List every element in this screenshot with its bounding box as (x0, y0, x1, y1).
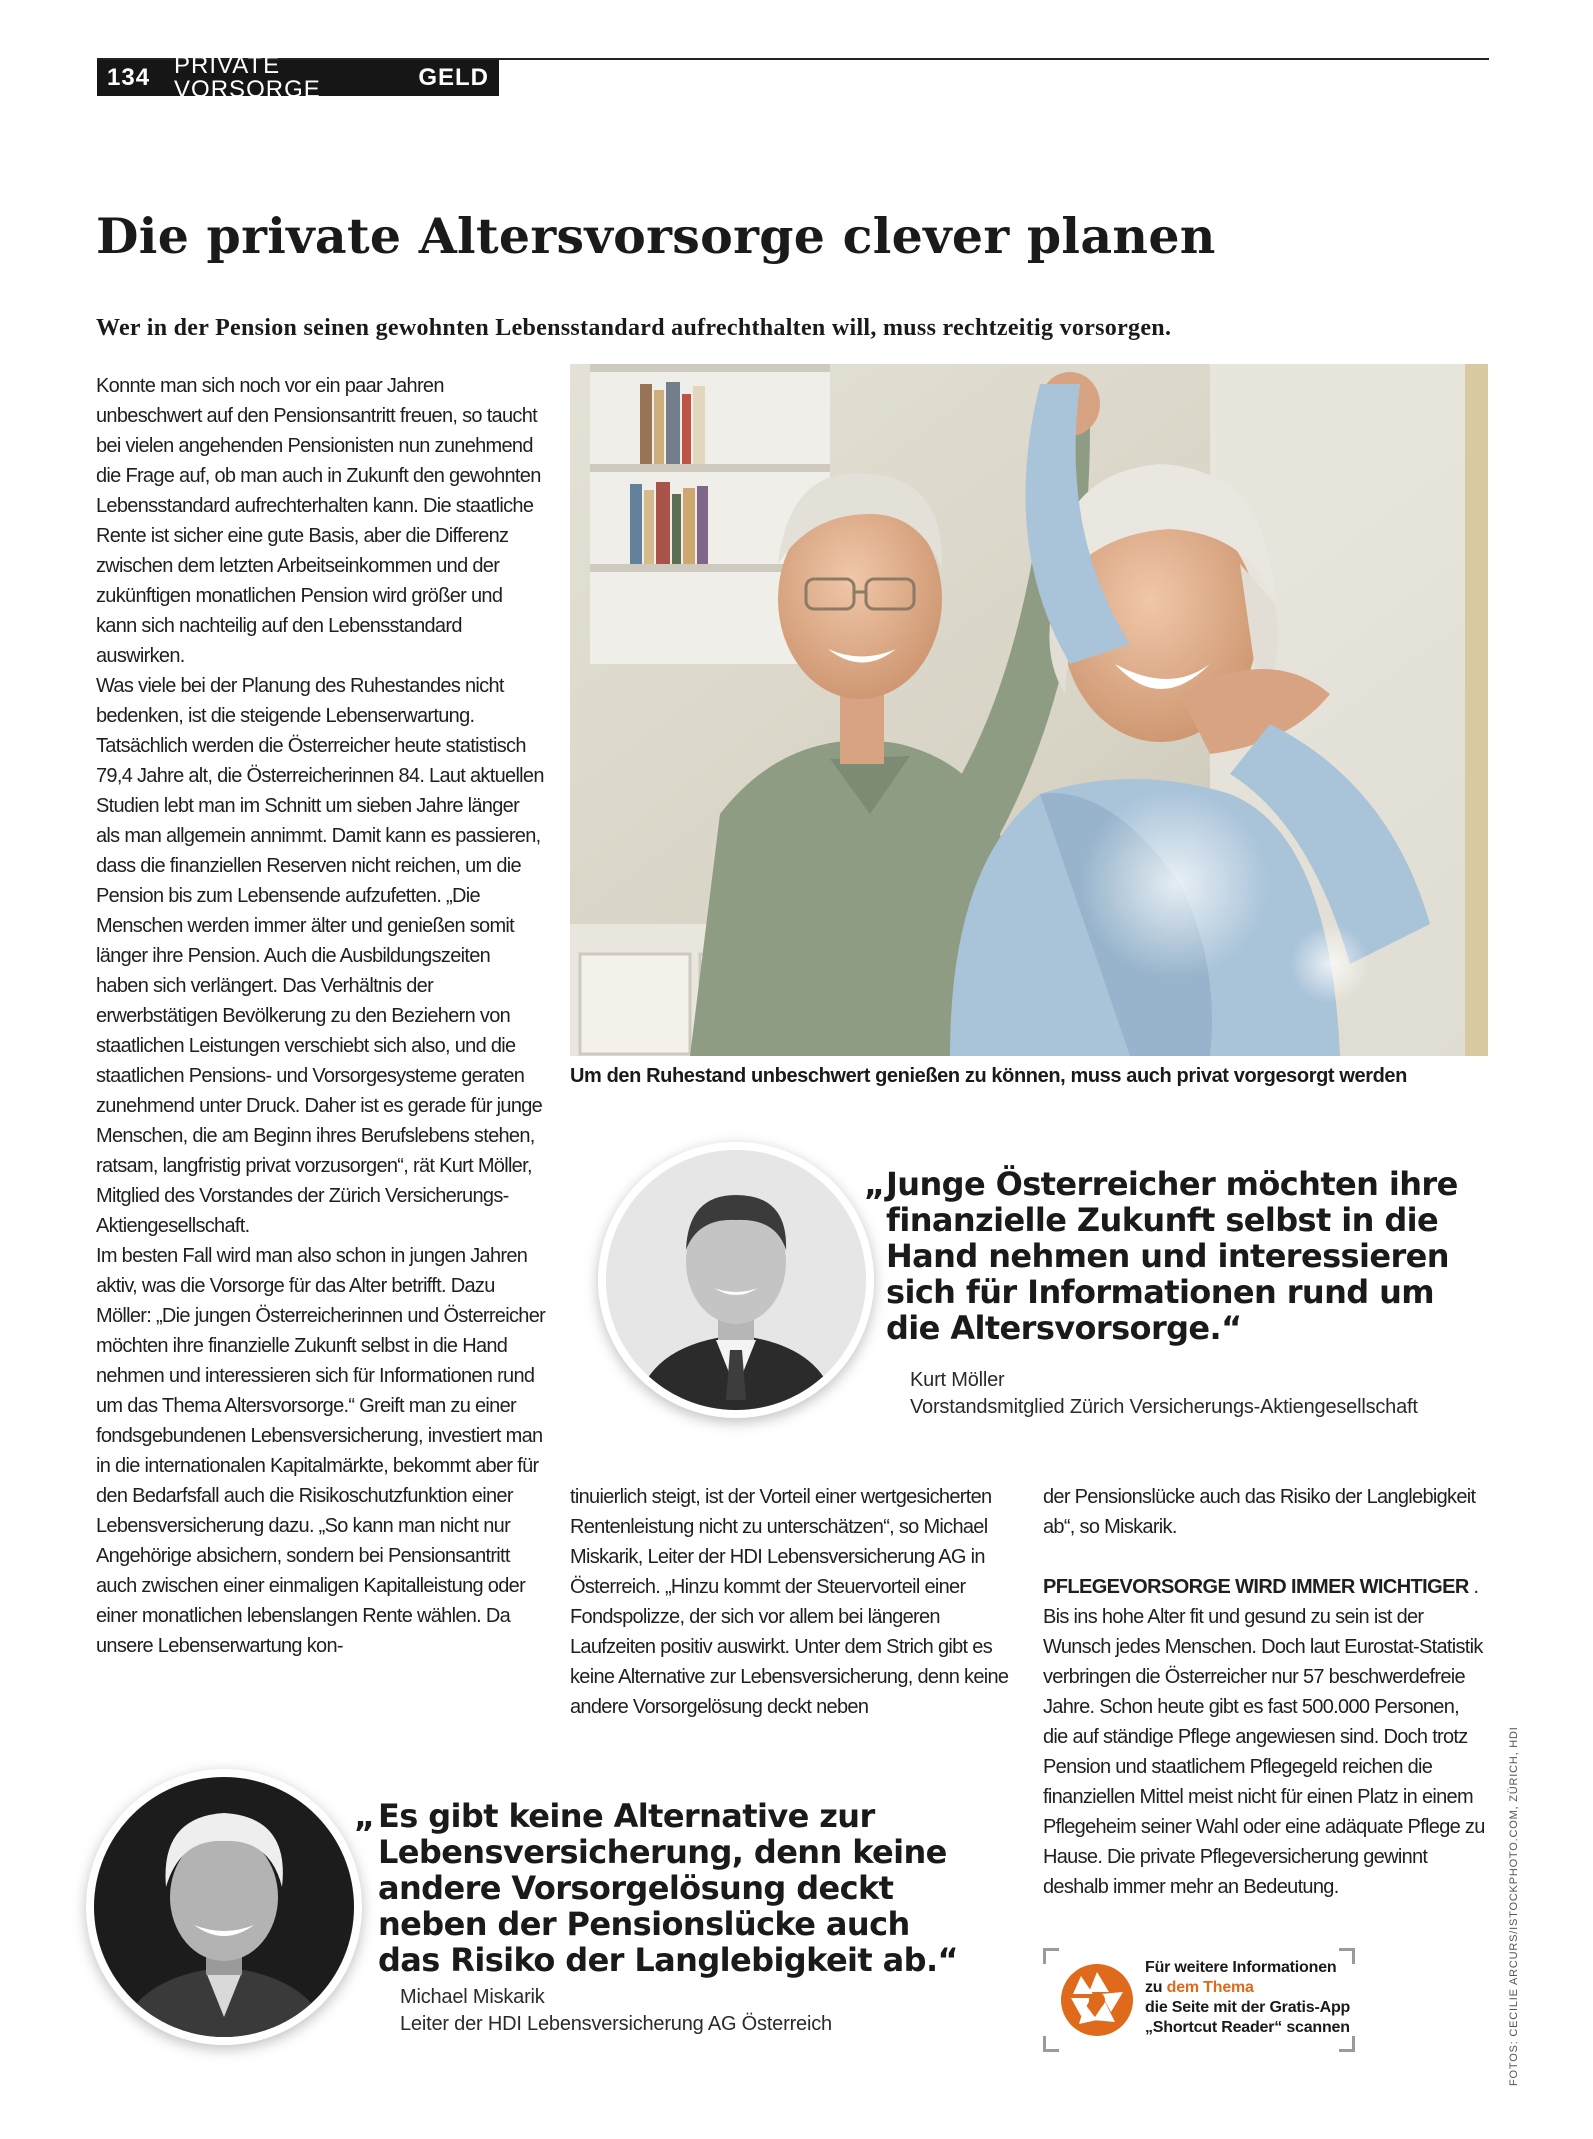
body-column-3 (1043, 1482, 1485, 1902)
body-paragraph: tinuierlich steigt, ist der Vorteil einer wertgesicherten Rentenleistung nicht zu unterschätzen“, so Michael Miskarik, Leiter der HDI Lebensversicherung AG in Österreich. „Hinzu kommt der Steuervorteil einer Fondspolizze, der sich vor allem bei längeren Laufzeiten positiv auswirkt. Unter dem Strich gibt es keine Alternative zur Lebensversicherung, denn keine andere Vorsorgelösung deckt neben (570, 1486, 1009, 1718)
photo-caption: Um den Ruhestand unbeschwert genießen zu können, muss auch privat vorgesorgt werden (570, 1065, 1407, 1087)
portrait-photo (606, 1150, 866, 1410)
body-paragraph: der Pensionslücke auch das Risiko der Langlebigkeit ab“, so Miskarik. (1043, 1486, 1476, 1538)
body-paragraph: Konnte man sich noch vor ein paar Jahren unbeschwert auf den Pensionsantritt freuen, so taucht bei vielen angehenden Pensionisten nun zunehmend die Frage auf, ob man auch in Zukunft den gewohnten Lebensstandard aufrechterhalten kann. Die staatliche Rente ist sicher eine gute Basis, aber die Differenz zwischen dem letzten Arbeitseinkommen und der zukünftigen monatlichen Pension wird größer und kann sich nachteilig auf den Lebensstandard auswirken. (96, 375, 541, 667)
main-photo (570, 364, 1488, 1056)
body-column-2 (570, 1482, 1016, 1722)
portrait-photo (94, 1777, 354, 2037)
quote-attribution-2 (400, 1984, 832, 2038)
body-paragraph: Bis ins hohe Alter fit und gesund zu sein ist der Wunsch jedes Menschen. Doch laut Eurostat-Statistik verbringen die Österreicher nur 57 beschwerdefreie Jahre. Schon heute gibt es fast 500.000 Personen, die auf ständige Pflege angewiesen sind. Doch trotz Pension und staatlichem Pflegegeld reichen die finanziellen Mittel meist nicht für einen Platz in einem Pflegeheim seiner Wahl oder eine adäquate Pflege zu Hause. Die private Pflegeversicherung gewinnt deshalb immer mehr an Bedeutung. (1043, 1606, 1485, 1898)
shortcut-accent: dem Thema (1166, 1979, 1254, 1996)
quote-open-mark: „ (864, 1165, 885, 1203)
shortcut-reader-box[interactable] (1043, 1948, 1355, 2052)
article-headline: Die private Altersvorsorge clever planen (96, 207, 1216, 265)
quote-open-mark: „ (354, 1797, 375, 1835)
shortcut-line (1145, 1978, 1350, 1998)
body-paragraph: Im besten Fall wird man also schon in jungen Jahren aktiv, was die Vorsorge für das Alter betrifft. Dazu Möller: „Die jungen Österreicherinnen und Österreicher möchten ihre finanzielle Zukunft selbst in die Hand nehmen und interessieren sich für Informationen rund um das Thema Altersvorsorge.“ Greift man zu einer fondsgebundenen Lebensversicherung, investiert man in die internationalen Kapitalmärkte, bekommt aber für den Bedarfsfall auch die Risikoschutzfunktion einer Lebensversicherung dazu. „So kann man nicht nur Angehörige absichern, sondern bei Pensionsantritt auch zwischen einer einmaligen Kapitalleistung oder einer monatlichen lebenslangen Rente wählen. Da unsere Lebenserwartung kon- (96, 1245, 546, 1657)
pull-quote-text: Es gibt keine Alternative zur Lebensversicherung, denn keine andere Vorsorgelösung deckt neben der Pensionslücke auch das Risiko der Langlebigkeit ab.“ (378, 1797, 958, 1979)
shortcut-prefix: zu (1145, 1979, 1167, 1996)
quote-author-name: Michael Miskarik (400, 1986, 545, 2008)
section-name: PRIVATE VORSORGE (174, 52, 321, 103)
subhead-suffix: . (1468, 1576, 1479, 1598)
body-paragraph: Was viele bei der Planung des Ruhestandes nicht bedenken, ist die steigende Lebenserwartung. Tatsächlich werden die Österreicher heute statistisch 79,4 Jahre alt, die Österreicherinnen 84. Laut aktuellen Studien lebt man im Schnitt um sieben Jahre länger als man allgemein annimmt. Damit kann es passieren, dass die finanziellen Reserven nicht reichen, um die Pension bis zum Lebensende aufzufetten. „Die Menschen werden immer älter und genießen somit länger ihre Pension. Auch die Ausbildungszeiten haben sich verlängert. Das Verhältnis der erwerbstätigen Bevölkerung zu den Beziehern von staatlichen Leistungen verschiebt sich also, und die staatlichen Pensions- und Vorsorgesysteme geraten zunehmend unter Druck. Daher ist es gerade für junge Menschen, die am Beginn ihres Berufslebens stehen, ratsam, langfristig privat vorzusorgen“, rät Kurt Möller, Mitglied des Vorstandes der Zürich Versicherungs-Aktiengesellschaft. (96, 675, 544, 1237)
camera-aperture-icon (1059, 1962, 1135, 2038)
rubric-name: GELD (418, 64, 489, 91)
page-number: 134 (107, 64, 151, 91)
quote-author-role: Vorstandsmitglied Zürich Versicherungs-Aktiengesellschaft (910, 1396, 1418, 1418)
pull-quote-2 (354, 1797, 978, 1979)
quote-author-name: Kurt Möller (910, 1369, 1005, 1391)
paragraph-gap (1043, 1542, 1485, 1572)
portrait-kurt-moeller (606, 1150, 866, 1410)
frame-corner (1043, 1948, 1059, 1964)
shortcut-line: die Seite mit der Gratis-App (1145, 1999, 1351, 2016)
subhead-line (1043, 1572, 1485, 1602)
pull-quote-text: Junge Österreicher möchten ihre finanzielle Zukunft selbst in die Hand nehmen und interessieren sich für Informationen rund um die Altersvorsorge.“ (886, 1165, 1458, 1347)
body-column-1 (96, 371, 546, 1661)
frame-corner (1043, 2036, 1059, 2052)
section-header (97, 52, 499, 103)
shortcut-line: „Shortcut Reader“ scannen (1145, 2019, 1350, 2036)
dancing-couple-photo (570, 364, 1488, 1056)
shortcut-reader-text (1145, 1958, 1350, 2038)
section-subhead: PFLEGEVORSORGE WIRD IMMER WICHTIGER (1043, 1576, 1469, 1598)
photo-credit: FOTOS: CECILIE ARCURS/ISTOCKPHOTO.COM, ZÜRICH, HDI (1508, 1726, 1520, 2086)
article-lead: Wer in der Pension seinen gewohnten Lebensstandard aufrechthalten will, muss rechtzeitig vorsorgen. (96, 315, 1172, 341)
quote-author-role: Leiter der HDI Lebensversicherung AG Österreich (400, 2013, 832, 2035)
shortcut-line: Für weitere Informationen (1145, 1959, 1337, 1976)
frame-corner (1339, 2036, 1355, 2052)
portrait-michael-miskarik (94, 1777, 354, 2037)
quote-attribution-1 (910, 1367, 1418, 1421)
pull-quote-1 (864, 1165, 1466, 1347)
